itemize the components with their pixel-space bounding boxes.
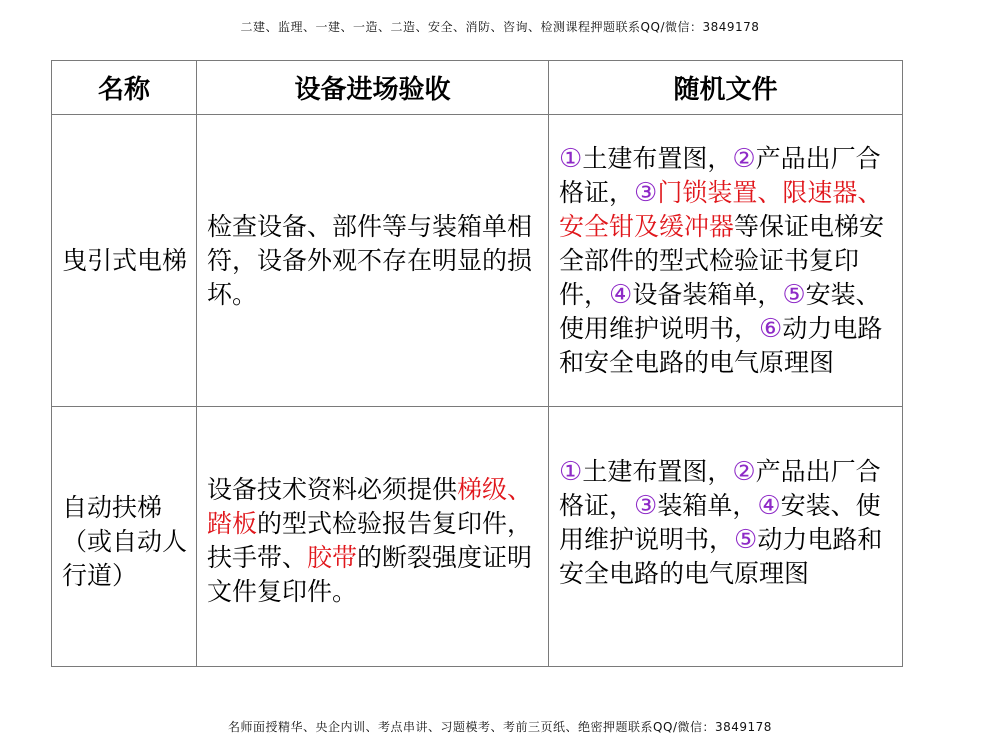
text-segment: 设备技术资料必须提供 — [207, 475, 458, 504]
text-segment: 动力电路和安全电路的电气原理图 — [559, 525, 883, 588]
text-segment: 产品出厂合格证， — [559, 143, 881, 207]
row-acceptance-escalator — [197, 407, 549, 667]
text-segment: 等保证电梯安全部件的型式检验证书复印件， — [559, 211, 885, 309]
text-segment: 设备装箱单， — [632, 279, 783, 309]
text-segment: 的断裂强度证明文件复印件。 — [207, 543, 533, 606]
header-documents: 随机文件 — [549, 61, 903, 115]
item-number: ④ — [609, 279, 633, 310]
text-segment: 安装、使用维护说明书， — [559, 279, 881, 343]
footer-banner: 名师面授精华、央企内训、考点串讲、习题模考、考前三页纸、绝密押题联系QQ/微信：3849178 — [228, 720, 772, 734]
header-name: 名称 — [52, 61, 197, 115]
text-segment: 检查设备、部件等与装箱单相符，设备外观不存在明显的损坏。 — [207, 211, 533, 309]
text-segment: 土建布置图， — [582, 143, 733, 173]
row-acceptance-elevator — [197, 115, 549, 407]
text-segment: 安装、使用维护说明书， — [559, 491, 881, 554]
item-number: ① — [559, 143, 583, 174]
text-segment: 装箱单， — [657, 491, 758, 520]
equipment-acceptance-table — [51, 60, 903, 667]
documents-text — [559, 455, 894, 591]
acceptance-text — [207, 210, 538, 312]
text-segment: 产品出厂合格证， — [559, 457, 881, 520]
text-segment: 的型式检验报告复印件，扶手带、 — [207, 509, 533, 572]
item-number: ④ — [757, 491, 781, 521]
header-acceptance: 设备进场验收 — [197, 61, 549, 115]
documents-text — [559, 142, 894, 380]
table-header-row — [52, 61, 903, 115]
highlight-text: 梯级、踏板 — [207, 475, 533, 538]
item-number: ⑤ — [782, 279, 806, 310]
row-documents-escalator — [549, 407, 903, 667]
item-number: ② — [732, 143, 756, 174]
item-number: ② — [732, 457, 756, 487]
row-name-escalator — [52, 407, 197, 667]
acceptance-text — [207, 473, 538, 609]
item-number: ③ — [634, 491, 658, 521]
row-documents-elevator — [549, 115, 903, 407]
item-number: ③ — [634, 177, 658, 208]
highlight-text: 胶带 — [307, 543, 358, 572]
highlight-text: 门锁装置、限速器、安全钳及缓冲器 — [559, 177, 883, 241]
row-name-elevator — [52, 115, 197, 407]
table-row — [52, 115, 903, 407]
header-banner: 二建、监理、一建、一造、二造、安全、消防、咨询、检测课程押题联系QQ/微信：3849178 — [240, 20, 760, 34]
row-name-text: 曳引式电梯 — [62, 245, 188, 275]
item-number: ① — [559, 457, 583, 487]
table-row — [52, 407, 903, 667]
text-segment: 动力电路和安全电路的电气原理图 — [559, 313, 883, 377]
item-number: ⑥ — [759, 313, 783, 344]
row-name-text: 自动扶梯（或自动人行道） — [62, 493, 188, 590]
item-number: ⑤ — [734, 525, 758, 555]
text-segment: 土建布置图， — [582, 457, 733, 486]
